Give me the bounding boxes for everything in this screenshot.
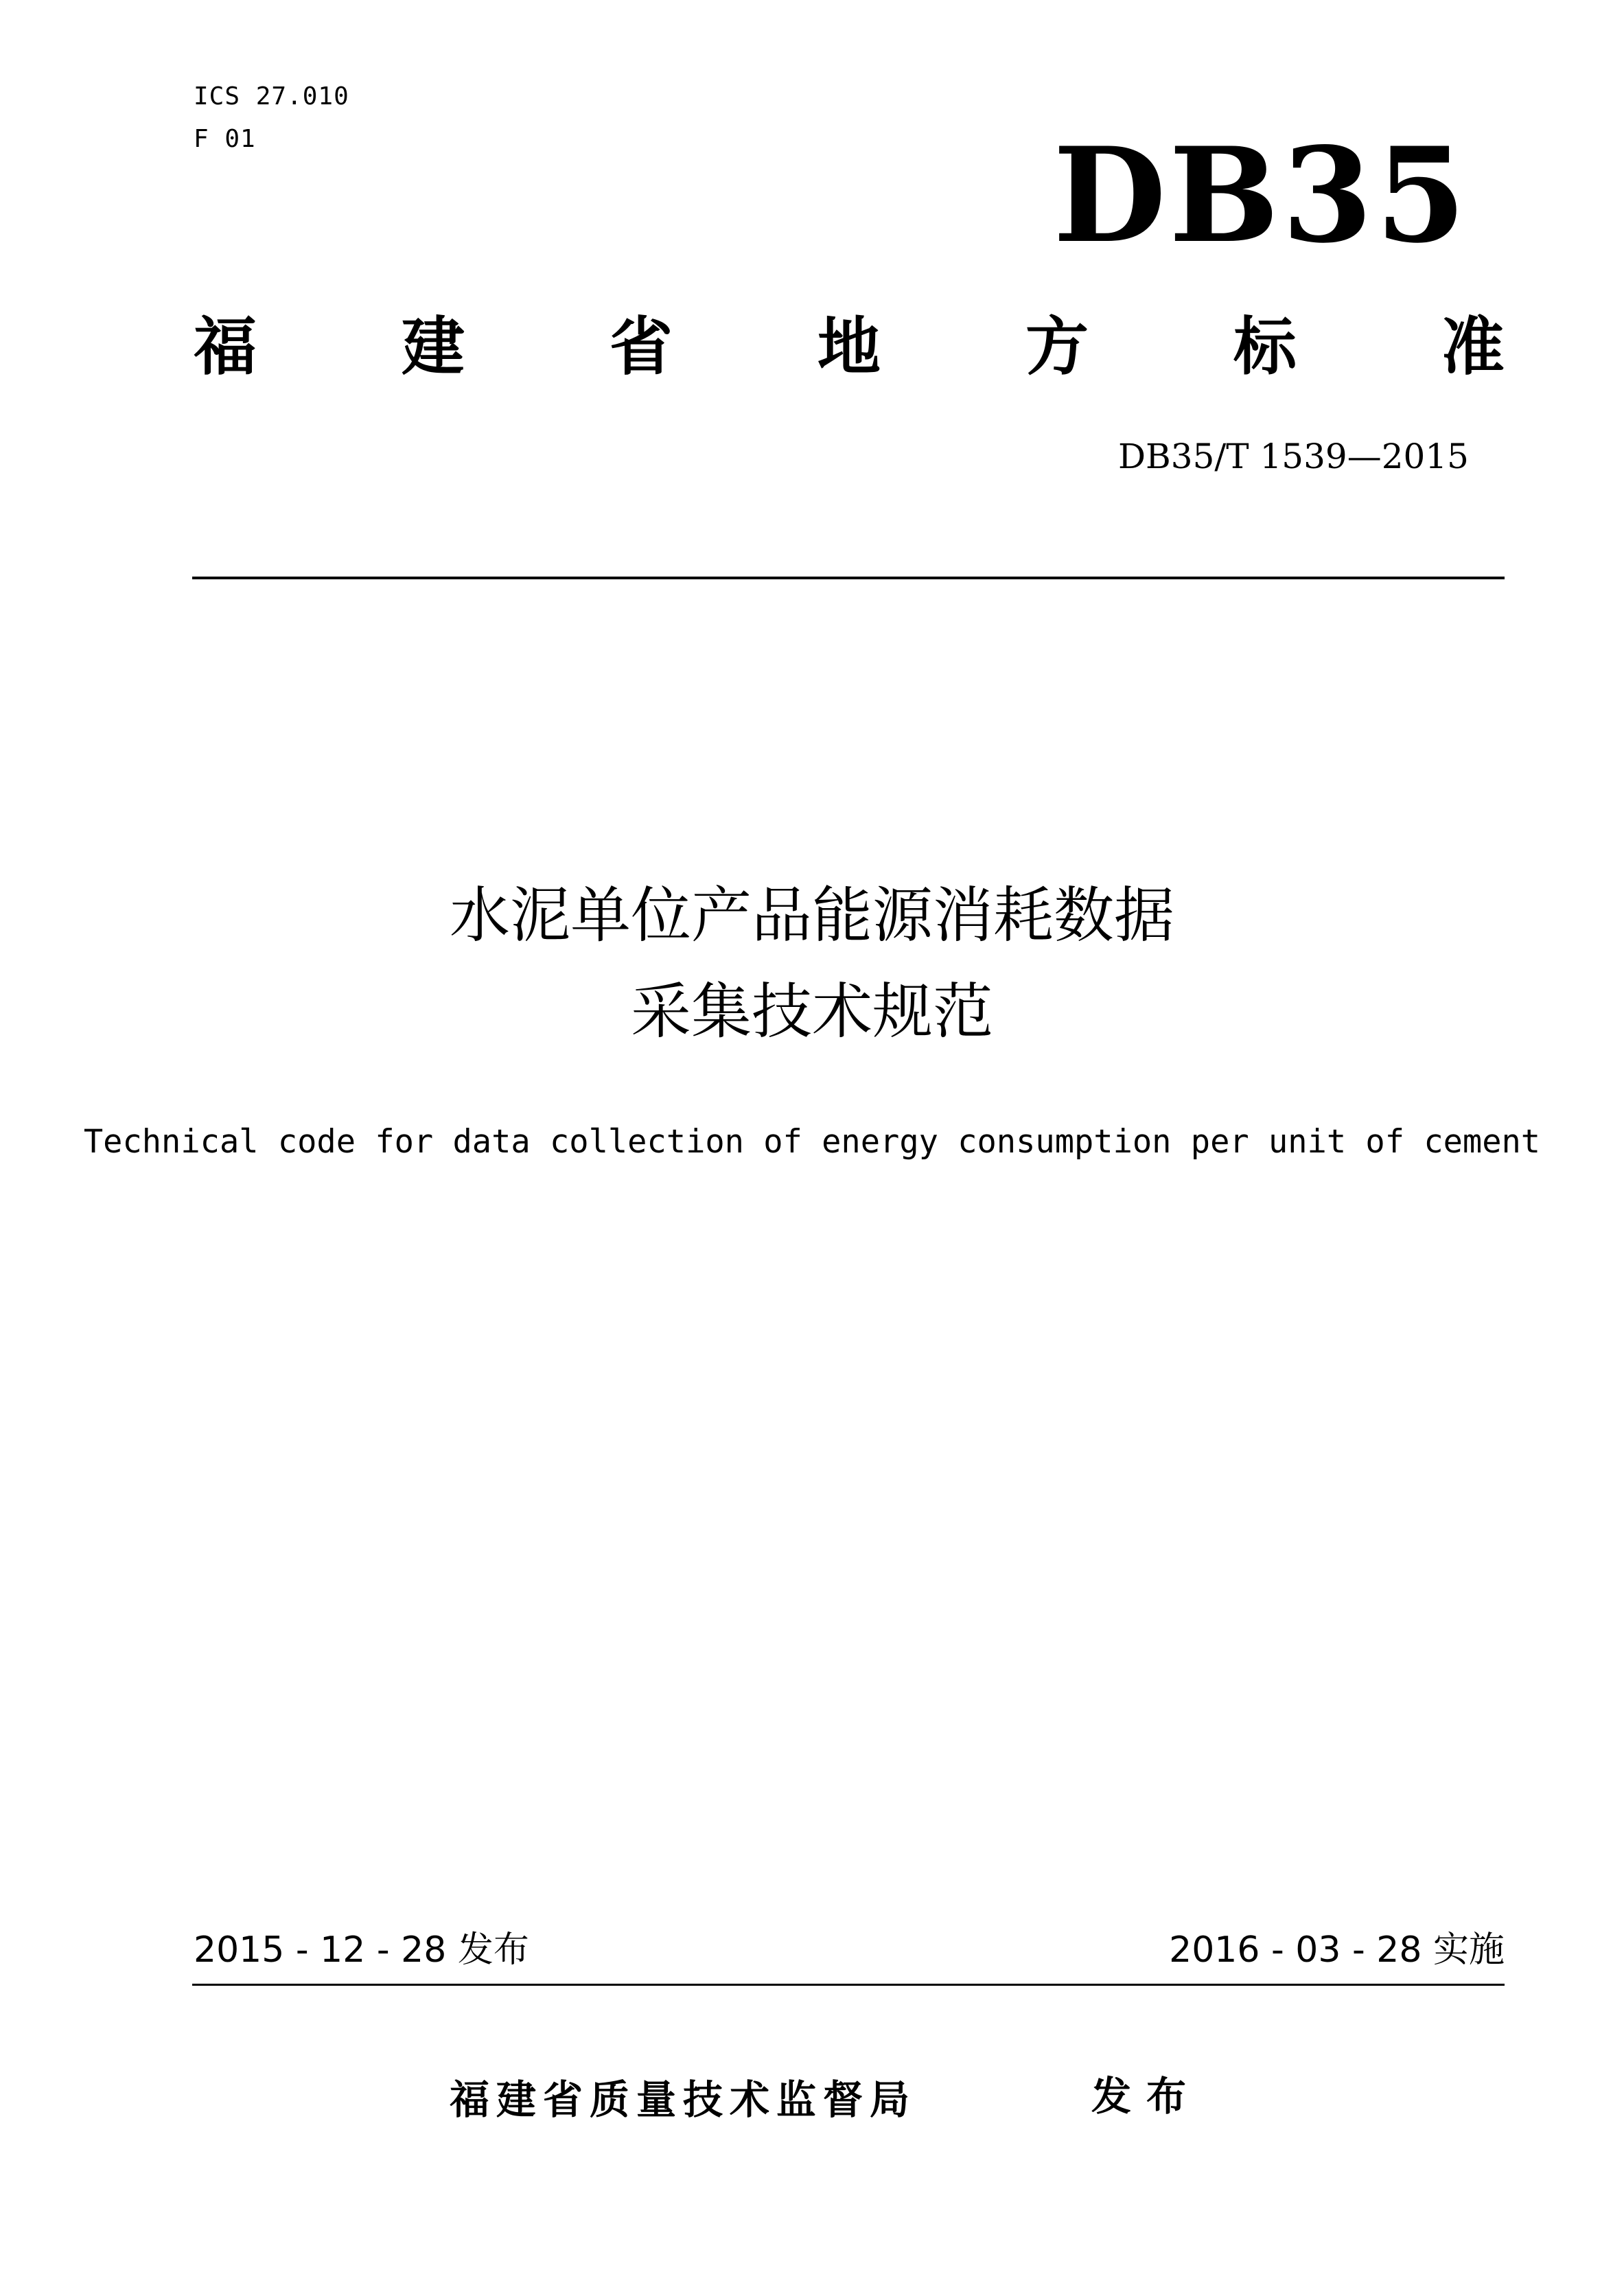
standard-number: DB35/T 1539—2015 xyxy=(1117,437,1469,476)
standard-type-char: 准 xyxy=(1441,310,1505,384)
title-zh-line2: 采集技术规范 xyxy=(630,976,993,1047)
title-en: Technical code for data collection of energy consumption per unit of cement xyxy=(83,1123,1541,1161)
top-divider xyxy=(192,577,1505,579)
ics-code: ICS 27.010 xyxy=(194,82,349,111)
standard-type xyxy=(194,310,1505,384)
standard-type-char: 建 xyxy=(401,310,465,384)
standard-type-char: 地 xyxy=(817,310,881,384)
ccs-code: F 01 xyxy=(194,125,256,153)
standard-type-char: 方 xyxy=(1025,310,1089,384)
db-logo: DB35 xyxy=(1053,119,1469,272)
issuer-suffix: 发布 xyxy=(1091,2073,1202,2120)
implementation-date: 2016 - 03 - 28 实施 xyxy=(1169,1929,1505,1971)
issuer-name: 福建省质量技术监督局 xyxy=(450,2076,917,2123)
standard-type-char: 福 xyxy=(194,310,257,384)
standard-type-char: 省 xyxy=(609,310,673,384)
bottom-divider xyxy=(192,1984,1505,1986)
issue-date: 2015 - 12 - 28 发布 xyxy=(194,1929,529,1971)
title-zh-line1: 水泥单位产品能源消耗数据 xyxy=(449,880,1174,951)
standard-type-char: 标 xyxy=(1233,310,1297,384)
